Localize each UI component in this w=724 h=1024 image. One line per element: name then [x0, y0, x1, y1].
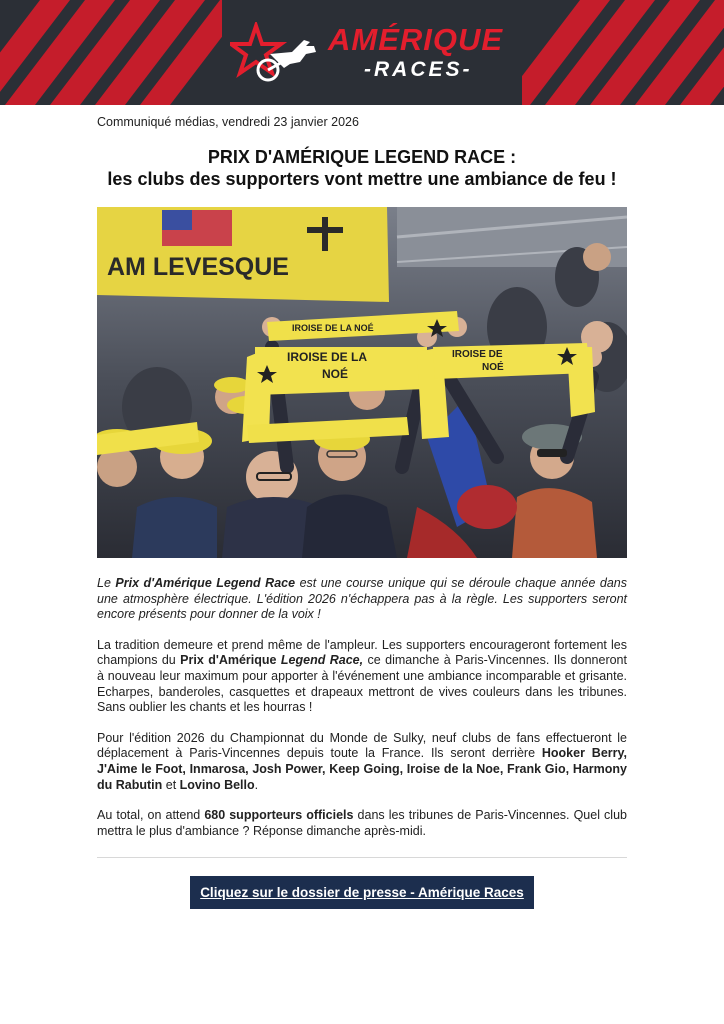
divider	[97, 857, 627, 858]
press-release	[97, 105, 627, 909]
logo-subtitle: -RACES-	[364, 58, 473, 81]
lead-text-1: Le	[97, 576, 116, 590]
p1-text-2: ce dimanche à Paris-Vincennes. Ils donneront à nouveau leur maximum pour apporter à l'événement une ambiance incomparable et grisante. Echarpes, banderoles, casquettes et drapeaux mettront de vives couleurs dans les tribunes. Sans oublier les chants et les hourras !	[97, 653, 627, 715]
supporters-photo-illustration	[97, 207, 627, 558]
scarf-left-line-2: NOÉ	[322, 367, 349, 381]
page-title	[97, 146, 627, 190]
title-line-1: PRIX D'AMÉRIQUE LEGEND RACE :	[207, 147, 517, 167]
p1-text-1: La tradition demeure et prend même de l'ampleur. Les supporters encourageront fortement les champions du	[97, 637, 627, 668]
p2-text-2: et	[162, 777, 180, 792]
scarf-right-line-1: IROISE DE	[452, 349, 503, 360]
paragraph-total	[97, 808, 627, 839]
lead-text-2: est une course unique qui se déroule chaque année dans une atmosphère électrique. L'édition 2026 n'échappera pas à la règle. Les supporters seront encore présents pour donner de la voix !	[97, 576, 627, 622]
logo	[230, 22, 510, 86]
scarf-right-line-2: NOÉ	[482, 362, 504, 373]
cta-wrapper	[97, 876, 627, 909]
lead-bold-1: Prix d'Amérique Legend Race	[115, 576, 296, 590]
p1-bold-italic-1: Legend Race,	[280, 653, 364, 668]
p3-text-1: Au total, on attend	[97, 808, 205, 823]
p3-bold-1: 680 supporteurs officiels	[204, 808, 354, 823]
p1-bold-1: Prix d'Amérique	[180, 653, 281, 668]
p2-bold-2: Lovino Bello	[179, 777, 255, 792]
title-line-2: les clubs des supporters vont mettre une ambiance de feu !	[107, 169, 617, 189]
paragraph-tradition	[97, 638, 627, 716]
p2-bold-1: Hooker Berry, J'Aime le Foot, Inmarosa, Josh Power, Keep Going, Iroise de la Noe, Frank Gio, Harmony du Rabutin	[97, 746, 627, 792]
logo-wordmark: AMÉRIQUE	[328, 22, 504, 57]
p2-text-3: .	[254, 777, 259, 792]
header-banner	[0, 0, 724, 105]
supporters-photo	[97, 207, 627, 558]
paragraph-clubs	[97, 731, 627, 793]
release-date: Communiqué médias, vendredi 23 janvier 2026	[97, 115, 359, 129]
flag-text: AM LEVESQUE	[107, 253, 289, 281]
scarf-top-text: IROISE DE LA NOÉ	[292, 323, 374, 333]
trotter-logo-icon	[230, 22, 326, 86]
p2-text-1: Pour l'édition 2026 du Championnat du Monde de Sulky, neuf clubs de fans effectueront le déplacement à Paris-Vincennes depuis toute la France. Ils seront derrière	[97, 730, 627, 761]
lead-paragraph	[97, 576, 627, 623]
p3-text-2: dans les tribunes de Paris-Vincennes. Quel club mettra le plus d'ambiance ? Réponse dimanche après-midi.	[97, 808, 627, 838]
press-kit-link-button[interactable]: Cliquez sur le dossier de presse - Amérique Races	[190, 876, 534, 909]
scarf-left-line-1: IROISE DE LA	[287, 350, 368, 364]
